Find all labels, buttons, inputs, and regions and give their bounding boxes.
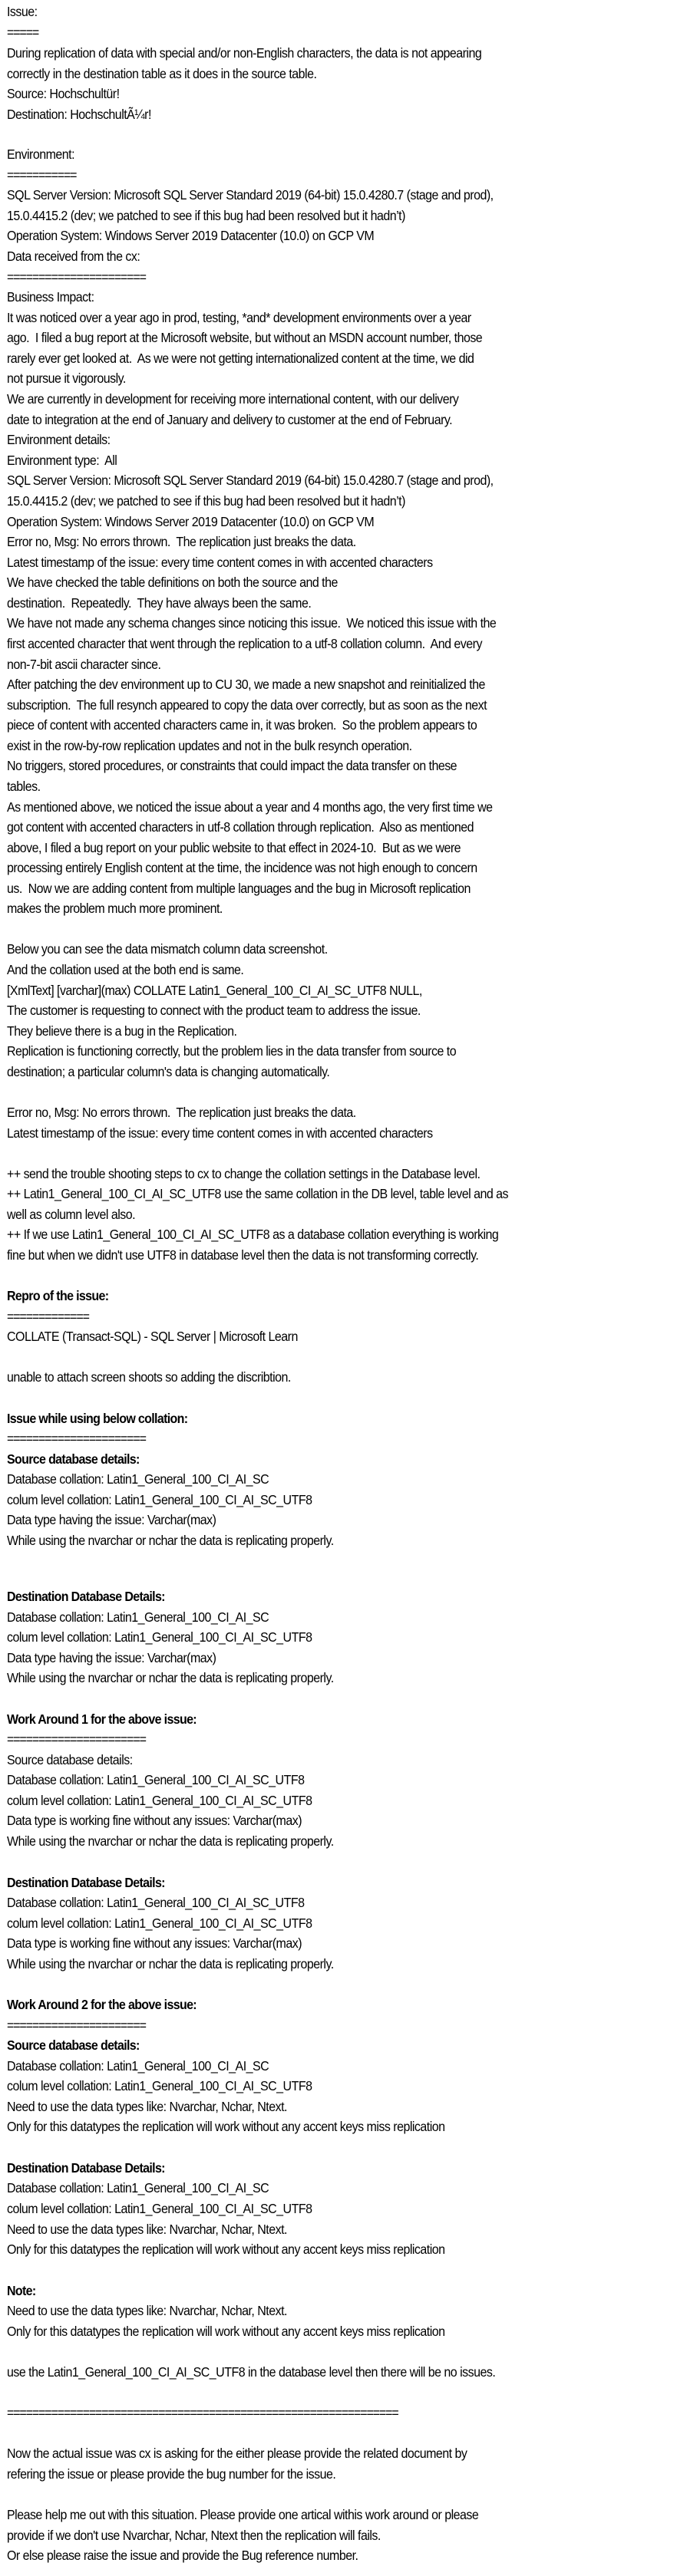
text-line: Destination: HochschultÃ¼r! bbox=[7, 107, 151, 122]
text-line: colum level collation: Latin1_General_100_CI_AI_SC_UTF8 bbox=[7, 2201, 312, 2216]
separator-line: ============================================================== bbox=[7, 2405, 398, 2420]
text-line: While using the nvarchar or nchar the data is replicating properly. bbox=[7, 1533, 334, 1548]
separator-line: ===== bbox=[7, 25, 39, 40]
section-heading: Issue while using below collation: bbox=[7, 1411, 188, 1426]
text-line: colum level collation: Latin1_General_100_CI_AI_SC_UTF8 bbox=[7, 1793, 312, 1808]
text-line: It was noticed over a year ago in prod, testing, *and* development environments over a year bbox=[7, 310, 471, 325]
text-line: refering the issue or please provide the bug number for the issue. bbox=[7, 2466, 336, 2482]
text-line: colum level collation: Latin1_General_100_CI_AI_SC_UTF8 bbox=[7, 1629, 312, 1645]
text-line: Database collation: Latin1_General_100_CI_AI_SC bbox=[7, 1471, 269, 1487]
text-line: non-7-bit ascii character since. bbox=[7, 657, 161, 672]
text-line: provide if we don't use Nvarchar, Nchar, Ntext then the replication will fails. bbox=[7, 2528, 381, 2543]
text-line: Database collation: Latin1_General_100_CI_AI_SC bbox=[7, 2058, 269, 2074]
text-line: Replication is functioning correctly, but the problem lies in the data transfer from source to bbox=[7, 1043, 457, 1059]
text-line: Need to use the data types like: Nvarchar, Nchar, Ntext. bbox=[7, 2099, 287, 2114]
text-line: Need to use the data types like: Nvarchar, Nchar, Ntext. bbox=[7, 2222, 287, 2237]
section-heading: Source database details: bbox=[7, 2037, 140, 2053]
text-line: [XmlText] [varchar](max) COLLATE Latin1_General_100_CI_AI_SC_UTF8 NULL, bbox=[7, 983, 422, 998]
text-line: Data received from the cx: bbox=[7, 249, 140, 264]
text-line: As mentioned above, we noticed the issue about a year and 4 months ago, the very first time we bbox=[7, 799, 493, 815]
text-line: Operation System: Windows Server 2019 Datacenter (10.0) on GCP VM bbox=[7, 514, 375, 529]
text-line: ++ Latin1_General_100_CI_AI_SC_UTF8 use the same collation in the DB level, table level and as bbox=[7, 1186, 509, 1201]
text-line: Error no, Msg: No errors thrown. The replication just breaks the data. bbox=[7, 534, 356, 549]
text-line: Source database details: bbox=[7, 1752, 133, 1767]
text-line: processing entirely English content at the time, the incidence was not high enough to concern bbox=[7, 860, 477, 875]
text-line: Database collation: Latin1_General_100_CI_AI_SC bbox=[7, 2180, 269, 2196]
text-line: first accented character that went through the replication to a utf-8 collation column. And every bbox=[7, 636, 482, 651]
text-line: Environment: bbox=[7, 147, 75, 162]
separator-line: ====================== bbox=[7, 1731, 146, 1747]
text-line: rarely ever get looked at. As we were not getting internationalized content at the time, we did bbox=[7, 351, 474, 366]
text-line: No triggers, stored procedures, or constraints that could impact the data transfer on these bbox=[7, 758, 457, 773]
text-line: use the Latin1_General_100_CI_AI_SC_UTF8 in the database level then there will be no issues. bbox=[7, 2364, 496, 2380]
text-line: colum level collation: Latin1_General_100_CI_AI_SC_UTF8 bbox=[7, 1492, 312, 1507]
text-line: While using the nvarchar or nchar the data is replicating properly. bbox=[7, 1833, 334, 1849]
separator-line: =========== bbox=[7, 167, 77, 183]
text-line: Data type having the issue: Varchar(max) bbox=[7, 1650, 216, 1665]
text-line: We are currently in development for receiving more international content, with our delivery bbox=[7, 391, 459, 407]
text-line: Business Impact: bbox=[7, 289, 94, 305]
text-line: The customer is requesting to connect with the product team to address the issue. bbox=[7, 1003, 421, 1018]
text-line: Database collation: Latin1_General_100_CI_AI_SC_UTF8 bbox=[7, 1895, 305, 1910]
text-line: Below you can see the data mismatch column data screenshot. bbox=[7, 941, 328, 957]
text-line: 15.0.4415.2 (dev; we patched to see if this bug had been resolved but it hadn’t) bbox=[7, 208, 405, 223]
section-heading: Note: bbox=[7, 2283, 36, 2298]
text-line: Please help me out with this situation. Please provide one artical withis work around or please bbox=[7, 2507, 479, 2522]
section-heading: Repro of the issue: bbox=[7, 1288, 109, 1303]
separator-line: ============= bbox=[7, 1309, 89, 1324]
section-heading: Work Around 1 for the above issue: bbox=[7, 1711, 197, 1727]
text-line: Only for this datatypes the replication will work without any accent keys miss replication bbox=[7, 2242, 445, 2257]
text-line: ago. I filed a bug report at the Microsoft website, but without an MSDN account number, those bbox=[7, 330, 483, 345]
text-line: While using the nvarchar or nchar the data is replicating properly. bbox=[7, 1670, 334, 1685]
text-line: ++ send the trouble shooting steps to cx to change the collation settings in the Database level. bbox=[7, 1166, 481, 1181]
separator-line: ====================== bbox=[7, 2018, 146, 2033]
text-line: correctly in the destination table as it does in the source table. bbox=[7, 66, 317, 81]
text-line: After patching the dev environment up to CU 30, we made a new snapshot and reinitialized the bbox=[7, 677, 485, 692]
text-line: Operation System: Windows Server 2019 Datacenter (10.0) on GCP VM bbox=[7, 228, 375, 243]
section-heading: Work Around 2 for the above issue: bbox=[7, 1997, 197, 2012]
text-line: date to integration at the end of January and delivery to customer at the end of February. bbox=[7, 412, 453, 427]
section-heading: Source database details: bbox=[7, 1451, 140, 1467]
separator-line: ====================== bbox=[7, 269, 146, 285]
text-line: Environment type: All bbox=[7, 453, 117, 468]
text-line: Only for this datatypes the replication will work without any accent keys miss replication bbox=[7, 2119, 445, 2134]
text-line: got content with accented characters in utf-8 collation through replication. Also as mentioned bbox=[7, 819, 474, 835]
text-line: Or else please raise the issue and provide the Bug reference number. bbox=[7, 2548, 358, 2563]
separator-line: ====================== bbox=[7, 1431, 146, 1446]
text-line: unable to attach screen shoots so adding the discribtion. bbox=[7, 1369, 291, 1385]
text-line: Now the actual issue was cx is asking for the either please provide the related document by bbox=[7, 2446, 467, 2461]
text-line: Data type is working fine without any issues: Varchar(max) bbox=[7, 1813, 302, 1828]
text-line: Only for this datatypes the replication will work without any accent keys miss replication bbox=[7, 2324, 445, 2339]
text-line: SQL Server Version: Microsoft SQL Server Standard 2019 (64-bit) 15.0.4280.7 (stage and prod), bbox=[7, 187, 494, 203]
text-line: COLLATE (Transact-SQL) - SQL Server | Microsoft Learn bbox=[7, 1329, 298, 1344]
text-line: us. Now we are adding content from multiple languages and the bug in Microsoft replication bbox=[7, 881, 471, 896]
text-line: During replication of data with special and/or non-English characters, the data is not appearing bbox=[7, 45, 482, 61]
text-line: well as column level also. bbox=[7, 1207, 136, 1222]
text-line: 15.0.4415.2 (dev; we patched to see if this bug had been resolved but it hadn’t) bbox=[7, 493, 405, 509]
text-line: While using the nvarchar or nchar the data is replicating properly. bbox=[7, 1956, 334, 1972]
text-line: SQL Server Version: Microsoft SQL Server Standard 2019 (64-bit) 15.0.4280.7 (stage and prod), bbox=[7, 473, 494, 488]
text-line: above, I filed a bug report on your public website to that effect in 2024-10. But as we were bbox=[7, 840, 461, 855]
text-line: Error no, Msg: No errors thrown. The replication just breaks the data. bbox=[7, 1105, 356, 1120]
text-line: Issue: bbox=[7, 4, 38, 19]
text-line: Source: Hochschultür! bbox=[7, 86, 120, 101]
text-line: Latest timestamp of the issue: every time content comes in with accented characters bbox=[7, 555, 433, 570]
text-line: piece of content with accented characters came in, it was broken. So the problem appears to bbox=[7, 717, 477, 733]
text-line: not pursue it vigorously. bbox=[7, 371, 126, 386]
text-line: exist in the row-by-row replication updates and not in the bulk resynch operation. bbox=[7, 738, 412, 753]
text-line: We have not made any schema changes since noticing this issue. We noticed this issue with the bbox=[7, 615, 497, 631]
text-line: colum level collation: Latin1_General_100_CI_AI_SC_UTF8 bbox=[7, 1916, 312, 1931]
text-line: tables. bbox=[7, 779, 41, 794]
text-line: Database collation: Latin1_General_100_CI_AI_SC bbox=[7, 1609, 269, 1625]
text-line: Database collation: Latin1_General_100_CI_AI_SC_UTF8 bbox=[7, 1772, 305, 1787]
text-line: subscription. The full resynch appeared to copy the data over correctly, but as soon as the next bbox=[7, 697, 487, 713]
text-line: And the collation used at the both end is same. bbox=[7, 962, 244, 977]
section-heading: Destination Database Details: bbox=[7, 1875, 165, 1890]
section-heading: Destination Database Details: bbox=[7, 1589, 165, 1604]
text-line: destination. Repeatedly. They have always been the same. bbox=[7, 595, 312, 611]
text-line: Data type having the issue: Varchar(max) bbox=[7, 1512, 216, 1527]
text-line: Data type is working fine without any issues: Varchar(max) bbox=[7, 1935, 302, 1951]
text-line: Latest timestamp of the issue: every time content comes in with accented characters bbox=[7, 1125, 433, 1141]
text-line: destination; a particular column's data is changing automatically. bbox=[7, 1064, 330, 1079]
text-line: Environment details: bbox=[7, 432, 111, 447]
text-line: ++ If we use Latin1_General_100_CI_AI_SC_UTF8 as a database collation everything is working bbox=[7, 1227, 499, 1242]
text-line: Need to use the data types like: Nvarchar, Nchar, Ntext. bbox=[7, 2303, 287, 2318]
text-line: makes the problem much more prominent. bbox=[7, 901, 223, 916]
text-line: colum level collation: Latin1_General_100_CI_AI_SC_UTF8 bbox=[7, 2078, 312, 2093]
text-line: fine but when we didn't use UTF8 in database level then the data is not transforming correctly. bbox=[7, 1247, 479, 1263]
section-heading: Destination Database Details: bbox=[7, 2160, 165, 2176]
text-line: We have checked the table definitions on both the source and the bbox=[7, 575, 338, 590]
text-line: They believe there is a bug in the Replication. bbox=[7, 1023, 237, 1039]
